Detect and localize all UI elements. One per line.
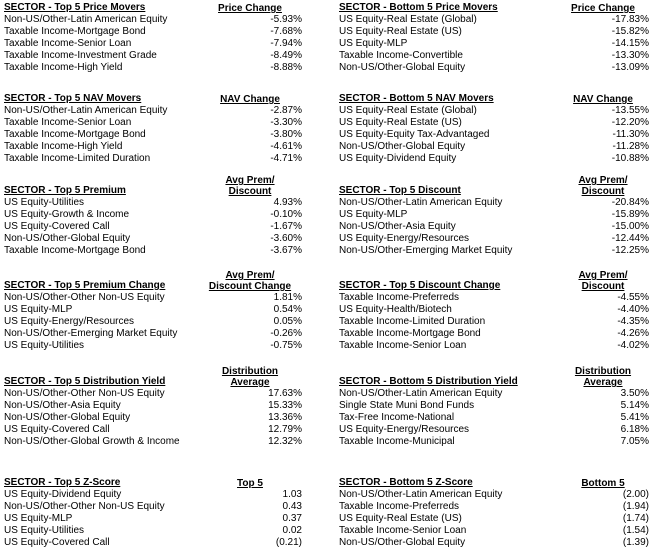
table-row — [335, 424, 655, 436]
row-sector-name: US Equity-Dividend Equity — [4, 489, 122, 500]
row-value: 5.41% — [620, 412, 649, 423]
row-value: 1.03 — [282, 489, 302, 500]
row-sector-name: US Equity-Utilities — [4, 525, 85, 536]
table-row — [0, 141, 320, 153]
row-value: -15.89% — [611, 209, 649, 220]
table-row — [0, 489, 320, 501]
row-value: -4.35% — [617, 316, 649, 327]
table-row — [0, 233, 320, 245]
row-value: -8.49% — [270, 50, 302, 61]
row-sector-name: Non-US/Other-Global Equity — [339, 62, 466, 73]
row-sector-name: US Equity-Covered Call — [4, 424, 110, 435]
table-row — [0, 209, 320, 221]
table-row — [335, 233, 655, 245]
table-row — [335, 412, 655, 424]
table-row — [0, 340, 320, 352]
panel-title: SECTOR - Top 5 Premium — [4, 185, 126, 196]
row-sector-name: Taxable Income-Mortgage Bond — [339, 328, 481, 339]
column-header-line: Discount Change — [208, 281, 292, 292]
row-value: 0.02 — [282, 525, 302, 536]
row-sector-name: US Equity-MLP — [4, 513, 73, 524]
table-row — [0, 424, 320, 436]
row-value: -11.30% — [612, 129, 649, 140]
row-sector-name: Taxable Income-Investment Grade — [4, 50, 157, 61]
sector-panel — [335, 173, 655, 257]
panel-title: SECTOR - Top 5 Price Movers — [4, 2, 146, 13]
row-sector-name: US Equity-Real Estate (US) — [339, 513, 462, 524]
panel-header — [335, 2, 655, 14]
panel-header — [335, 268, 655, 292]
row-value: -10.88% — [611, 153, 649, 164]
column-header-line: Price Change — [571, 3, 635, 14]
row-sector-name: Taxable Income-Preferreds — [339, 292, 460, 303]
row-sector-name: Non-US/Other-Latin American Equity — [339, 197, 503, 208]
panel-title: SECTOR - Top 5 NAV Movers — [4, 93, 142, 104]
table-row — [0, 14, 320, 26]
row-sector-name: Tax-Free Income-National — [339, 412, 455, 423]
table-row — [335, 340, 655, 352]
column-header — [555, 270, 651, 292]
sector-panel — [0, 93, 320, 165]
row-sector-name: US Equity-Dividend Equity — [339, 153, 457, 164]
row-sector-name: US Equity-Covered Call — [4, 537, 110, 548]
column-header-line: NAV Change — [573, 94, 633, 105]
row-value: 6.18% — [620, 424, 649, 435]
table-row — [0, 197, 320, 209]
row-value: -0.75% — [270, 340, 302, 351]
column-header — [205, 478, 295, 489]
row-value: -11.28% — [612, 141, 649, 152]
row-value: 5.14% — [620, 400, 649, 411]
row-sector-name: Taxable Income-Municipal — [339, 436, 455, 447]
panel-title: SECTOR - Top 5 Discount — [339, 185, 461, 196]
table-row — [0, 221, 320, 233]
table-row — [0, 400, 320, 412]
table-row — [0, 117, 320, 129]
row-sector-name: Taxable Income-High Yield — [4, 141, 123, 152]
row-value: -20.84% — [611, 197, 649, 208]
row-sector-name: Non-US/Other-Global Equity — [339, 141, 466, 152]
panel-header — [0, 93, 320, 105]
table-row — [0, 328, 320, 340]
table-row — [0, 513, 320, 525]
table-row — [335, 141, 655, 153]
table-row — [0, 245, 320, 257]
table-row — [335, 304, 655, 316]
column-header — [555, 478, 651, 489]
row-sector-name: Taxable Income-Limited Duration — [4, 153, 151, 164]
row-sector-name: US Equity-MLP — [4, 304, 73, 315]
row-sector-name: Taxable Income-Mortgage Bond — [4, 129, 146, 140]
column-header-line: Bottom 5 — [581, 478, 625, 489]
column-header-line: NAV Change — [220, 94, 280, 105]
panel-header — [335, 173, 655, 197]
table-row — [0, 501, 320, 513]
row-sector-name: US Equity-MLP — [339, 38, 408, 49]
table-row — [335, 221, 655, 233]
column-header — [555, 175, 651, 197]
row-value: 0.37 — [282, 513, 302, 524]
column-header-line: Distribution — [574, 366, 632, 377]
sector-panel — [0, 465, 320, 549]
panel-header — [335, 93, 655, 105]
panel-title: SECTOR - Bottom 5 NAV Movers — [339, 93, 494, 104]
table-row — [335, 105, 655, 117]
row-value: (1.39) — [622, 537, 649, 548]
row-value: (0.21) — [275, 537, 302, 548]
table-row — [335, 14, 655, 26]
row-value: -12.44% — [611, 233, 649, 244]
column-header-line: Avg Prem/ — [225, 270, 275, 281]
panel-header — [335, 364, 655, 388]
row-value: -4.71% — [270, 153, 302, 164]
column-header-line: Avg Prem/ — [578, 175, 628, 186]
table-row — [0, 38, 320, 50]
row-sector-name: Non-US/Other-Global Growth & Income — [4, 436, 180, 447]
row-sector-name: Non-US/Other-Latin American Equity — [339, 489, 503, 500]
row-sector-name: Taxable Income-Senior Loan — [4, 38, 132, 49]
panel-header — [0, 364, 320, 388]
panel-header — [0, 173, 320, 197]
table-row — [335, 117, 655, 129]
row-value: -15.00% — [611, 221, 649, 232]
column-header-line: Discount — [581, 281, 625, 292]
row-value: -4.40% — [617, 304, 649, 315]
table-row — [335, 537, 655, 549]
table-row — [0, 412, 320, 424]
column-header-line: Discount — [228, 186, 272, 197]
row-value: (1.94) — [622, 501, 649, 512]
row-value: -8.88% — [270, 62, 302, 73]
row-value: -13.30% — [611, 50, 649, 61]
row-sector-name: Taxable Income-Preferreds — [339, 501, 460, 512]
panel-title: SECTOR - Bottom 5 Distribution Yield — [339, 376, 518, 387]
column-header-line: Discount — [581, 186, 625, 197]
row-sector-name: Taxable Income-Senior Loan — [339, 340, 467, 351]
row-value: 17.63% — [268, 388, 302, 399]
row-value: (1.74) — [622, 513, 649, 524]
row-sector-name: Non-US/Other-Global Equity — [4, 233, 131, 244]
row-sector-name: Non-US/Other-Global Equity — [4, 412, 131, 423]
table-row — [0, 50, 320, 62]
table-row — [335, 489, 655, 501]
row-sector-name: Taxable Income-Senior Loan — [339, 525, 467, 536]
table-row — [335, 292, 655, 304]
sector-panel — [335, 364, 655, 448]
row-sector-name: Taxable Income-Convertible — [339, 50, 463, 61]
row-sector-name: US Equity-Energy/Resources — [4, 316, 135, 327]
row-value: -3.67% — [270, 245, 302, 256]
row-sector-name: Non-US/Other-Other Non-US Equity — [4, 388, 165, 399]
table-row — [335, 400, 655, 412]
table-row — [0, 525, 320, 537]
column-header-line: Avg Prem/ — [578, 270, 628, 281]
panel-title: SECTOR - Top 5 Z-Score — [4, 477, 121, 488]
row-sector-name: Taxable Income-Mortgage Bond — [4, 245, 146, 256]
row-sector-name: Non-US/Other-Latin American Equity — [4, 105, 168, 116]
row-value: 0.54% — [273, 304, 302, 315]
row-sector-name: Non-US/Other-Latin American Equity — [4, 14, 168, 25]
row-value: 7.05% — [620, 436, 649, 447]
table-row — [0, 105, 320, 117]
column-header-line: Distribution — [221, 366, 279, 377]
row-sector-name: US Equity-Growth & Income — [4, 209, 130, 220]
column-header-line: Average — [230, 377, 270, 388]
row-value: -14.15% — [611, 38, 649, 49]
row-value: 0.43 — [282, 501, 302, 512]
row-value: -4.61% — [270, 141, 302, 152]
row-value: -1.67% — [270, 221, 302, 232]
row-sector-name: US Equity-Real Estate (US) — [339, 117, 462, 128]
table-row — [335, 197, 655, 209]
row-value: 13.36% — [268, 412, 302, 423]
row-value: -12.20% — [611, 117, 649, 128]
row-value: -12.25% — [611, 245, 649, 256]
row-sector-name: US Equity-MLP — [339, 209, 408, 220]
table-row — [335, 328, 655, 340]
table-row — [0, 436, 320, 448]
sector-panel — [0, 173, 320, 257]
column-header-line: Top 5 — [237, 478, 263, 489]
row-value: 12.32% — [268, 436, 302, 447]
table-row — [335, 209, 655, 221]
row-sector-name: Taxable Income-Limited Duration — [339, 316, 486, 327]
table-row — [0, 62, 320, 74]
table-row — [335, 245, 655, 257]
column-header — [555, 366, 651, 388]
panel-header — [0, 268, 320, 292]
row-value: -13.09% — [611, 62, 649, 73]
row-value: -4.02% — [617, 340, 649, 351]
row-sector-name: US Equity-Health/Biotech — [339, 304, 452, 315]
row-sector-name: US Equity-Utilities — [4, 340, 85, 351]
panel-header — [335, 465, 655, 489]
row-sector-name: Single State Muni Bond Funds — [339, 400, 475, 411]
row-sector-name: Taxable Income-High Yield — [4, 62, 123, 73]
row-sector-name: US Equity-Equity Tax-Advantaged — [339, 129, 490, 140]
sector-panel — [335, 465, 655, 549]
table-row — [335, 153, 655, 165]
sector-panel — [335, 93, 655, 165]
row-value: -7.94% — [270, 38, 302, 49]
row-value: -13.55% — [611, 105, 649, 116]
row-sector-name: Taxable Income-Mortgage Bond — [4, 26, 146, 37]
table-row — [335, 62, 655, 74]
table-row — [0, 153, 320, 165]
panel-title: SECTOR - Top 5 Premium Change — [4, 280, 166, 291]
row-value: -0.10% — [270, 209, 302, 220]
table-row — [335, 50, 655, 62]
column-header — [205, 94, 295, 105]
column-header — [205, 366, 295, 388]
panel-header — [0, 2, 320, 14]
column-header — [555, 94, 651, 105]
row-value: -7.68% — [270, 26, 302, 37]
table-row — [335, 388, 655, 400]
row-value: 15.33% — [268, 400, 302, 411]
row-value: -4.26% — [617, 328, 649, 339]
table-row — [335, 525, 655, 537]
row-value: 1.81% — [273, 292, 302, 303]
table-row — [335, 513, 655, 525]
panel-title: SECTOR - Bottom 5 Price Movers — [339, 2, 498, 13]
panel-title: SECTOR - Top 5 Distribution Yield — [4, 376, 166, 387]
row-value: -4.55% — [617, 292, 649, 303]
table-row — [335, 316, 655, 328]
sector-panel — [0, 364, 320, 448]
row-value: -3.80% — [270, 129, 302, 140]
column-header — [205, 270, 295, 292]
row-value: -17.83% — [611, 14, 649, 25]
row-sector-name: Non-US/Other-Asia Equity — [4, 400, 121, 411]
sector-panel — [335, 268, 655, 352]
table-row — [0, 388, 320, 400]
row-value: -3.30% — [270, 117, 302, 128]
table-row — [335, 38, 655, 50]
row-value: -3.60% — [270, 233, 302, 244]
row-value: -2.87% — [270, 105, 302, 116]
row-value: -0.26% — [270, 328, 302, 339]
column-header — [205, 3, 295, 14]
row-sector-name: US Equity-Real Estate (Global) — [339, 105, 477, 116]
table-row — [0, 304, 320, 316]
row-value: 4.93% — [273, 197, 302, 208]
row-sector-name: Non-US/Other-Other Non-US Equity — [4, 501, 165, 512]
row-value: 0.05% — [273, 316, 302, 327]
row-value: 12.79% — [268, 424, 302, 435]
row-value: -5.93% — [270, 14, 302, 25]
column-header-line: Avg Prem/ — [225, 175, 275, 186]
table-row — [335, 436, 655, 448]
row-sector-name: US Equity-Utilities — [4, 197, 85, 208]
row-sector-name: Non-US/Other-Other Non-US Equity — [4, 292, 165, 303]
sector-panel — [335, 2, 655, 74]
row-sector-name: Non-US/Other-Global Equity — [339, 537, 466, 548]
row-sector-name: Taxable Income-Senior Loan — [4, 117, 132, 128]
table-row — [0, 537, 320, 549]
table-row — [0, 129, 320, 141]
table-row — [0, 292, 320, 304]
table-row — [335, 129, 655, 141]
panel-title: SECTOR - Top 5 Discount Change — [339, 280, 501, 291]
row-sector-name: Non-US/Other-Latin American Equity — [339, 388, 503, 399]
column-header-line: Average — [583, 377, 623, 388]
row-sector-name: US Equity-Real Estate (Global) — [339, 14, 477, 25]
row-sector-name: US Equity-Covered Call — [4, 221, 110, 232]
column-header-line: Price Change — [218, 3, 282, 14]
column-header — [555, 3, 651, 14]
column-header — [205, 175, 295, 197]
row-sector-name: US Equity-Energy/Resources — [339, 424, 470, 435]
table-row — [335, 501, 655, 513]
row-sector-name: US Equity-Energy/Resources — [339, 233, 470, 244]
row-sector-name: Non-US/Other-Emerging Market Equity — [339, 245, 513, 256]
row-value: -15.82% — [611, 26, 649, 37]
row-sector-name: Non-US/Other-Asia Equity — [339, 221, 456, 232]
table-row — [0, 316, 320, 328]
row-sector-name: Non-US/Other-Emerging Market Equity — [4, 328, 178, 339]
sector-panel — [0, 268, 320, 352]
row-value: 3.50% — [620, 388, 649, 399]
panel-title: SECTOR - Bottom 5 Z-Score — [339, 477, 473, 488]
table-row — [335, 26, 655, 38]
row-sector-name: US Equity-Real Estate (US) — [339, 26, 462, 37]
panel-header — [0, 465, 320, 489]
table-row — [0, 26, 320, 38]
row-value: (1.54) — [622, 525, 649, 536]
row-value: (2.00) — [622, 489, 649, 500]
sector-panel — [0, 2, 320, 74]
